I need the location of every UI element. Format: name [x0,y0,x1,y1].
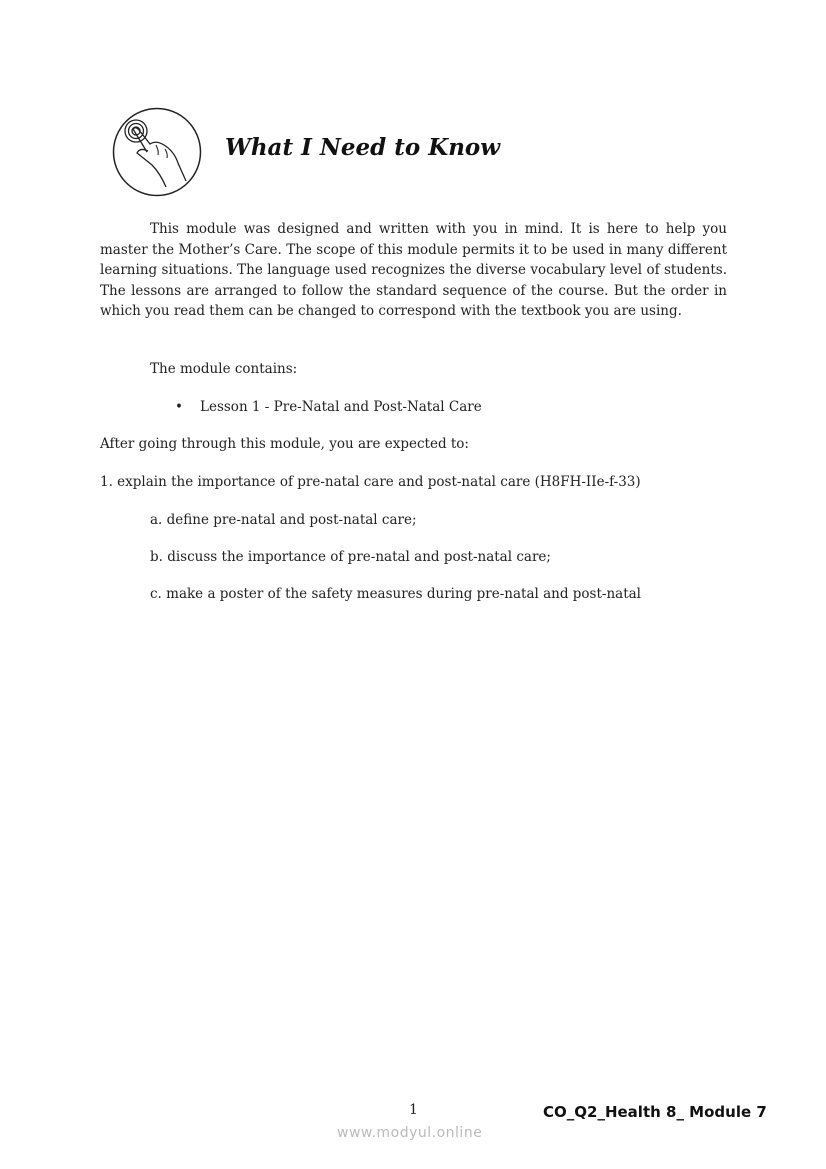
sub-objective: c. make a poster of the safety measures during pre-natal and post-natal [150,586,641,602]
page-number: 1 [409,1102,418,1118]
sub-objective: a. define pre-natal and post-natal care; [150,512,417,528]
lesson-bullet: • [175,399,183,415]
expected-label: After going through this module, you are expected to: [100,436,469,452]
intro-paragraph: This module was designed and written with you in mind. It is here to help you master the Mother’s Care. The scope of this module permits it to be used in many different learning situations. The language used recognizes the diverse vocabulary level of students. The lessons are arranged to follow the standard sequence of the course. But the order in which you read them can be changed to correspond with the textbook you are using. [100,221,727,320]
objective: 1. explain the importance of pre-natal care and post-natal care (H8FH-IIe-f-33) [100,474,641,490]
section-title: What I Need to Know [225,134,501,161]
lesson-item: Lesson 1 - Pre-Natal and Post-Natal Care [200,399,482,415]
sub-objective: b. discuss the importance of pre-natal and post-natal care; [150,549,551,565]
contains-label: The module contains: [150,361,298,377]
module-code: CO_Q2_Health 8_ Module 7 [543,1103,767,1121]
hand-pointer-icon [112,107,202,197]
watermark: www.modyul.online [337,1125,483,1141]
